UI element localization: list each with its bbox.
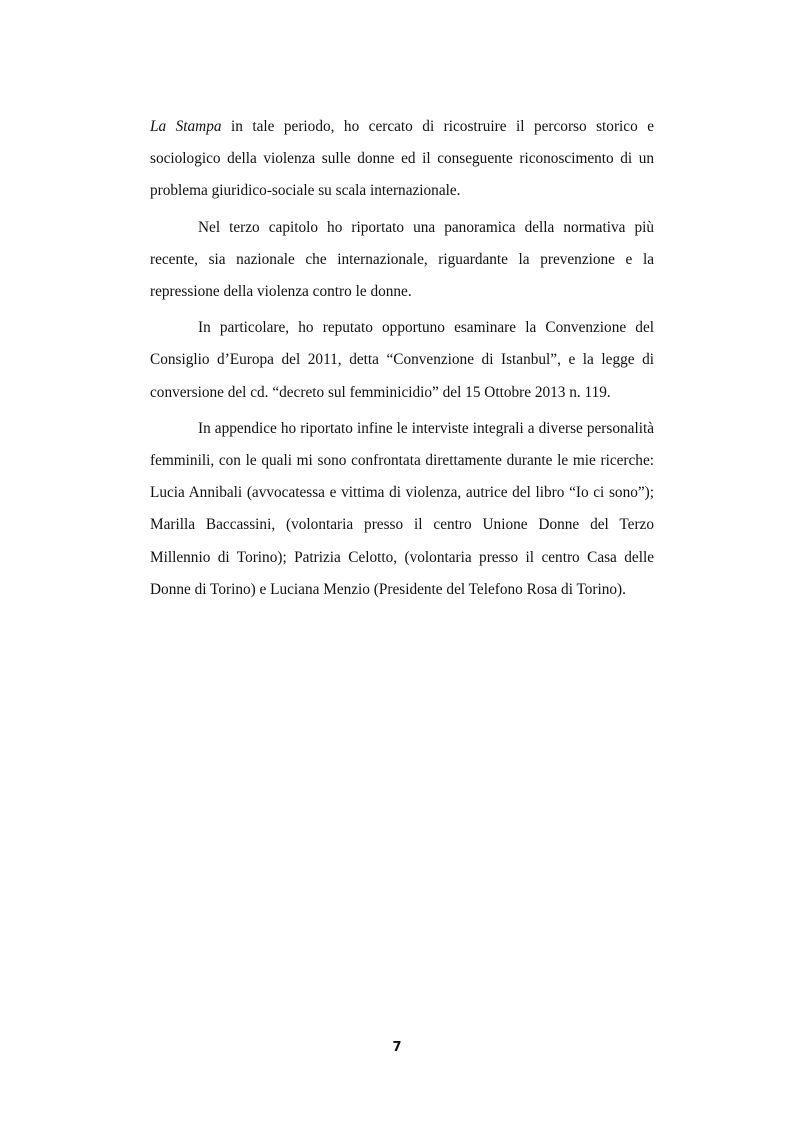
paragraph-2: Nel terzo capitolo ho riportato una panoramica della normativa più recente, sia nazionale che internazionale, riguardante la prevenzione e la repressione della violenza contro le donne. [150, 218, 654, 301]
paragraph-4: In appendice ho riportato infine le interviste integrali a diverse personalità femminili, con le quali mi sono confrontata direttamente durante le mie ricerche: Lucia Annibali (avvocatessa e vittima di violenza, autrice del libro “Io ci sono”); Marilla Baccassini, (volontaria presso il centro Unione Donne del Terzo Millennio di Torino); Patrizia Celotto, (volontaria presso il centro Casa delle Donne di Torino) e Luciana Menzio (Presidente del Telefono Rosa di Torino). [150, 419, 654, 598]
paragraph-1 [150, 111, 654, 208]
paragraph-3: In particolare, ho reputato opportuno esaminare la Convenzione del Consiglio d’Europa del 2011, detta “Convenzione di Istanbul”, e la legge di conversione del cd. “decreto sul femminicidio” del 15 Ottobre 2013 n. 119. [150, 319, 654, 401]
paragraph-1-text: in tale periodo, ho cercato di ricostruire il percorso storico e sociologico della violenza sulle donne ed il conseguente riconoscimento di un problema giuridico-sociale su scala internazionale. [150, 118, 654, 200]
page-number: 7 [392, 1040, 402, 1055]
body-text [150, 111, 654, 610]
newspaper-title: La Stampa [150, 118, 222, 135]
